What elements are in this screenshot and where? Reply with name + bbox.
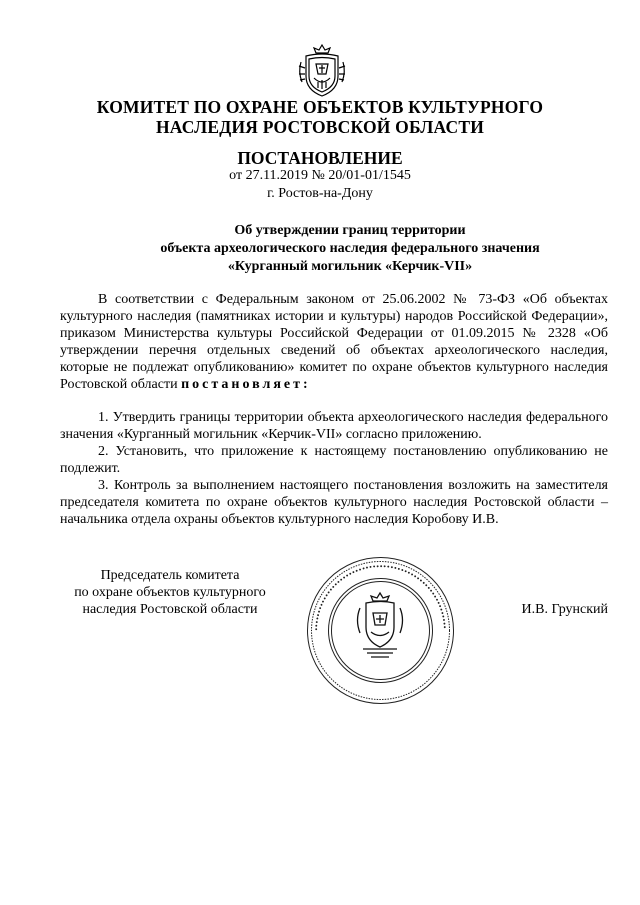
place: г. Ростов-на-Дону	[267, 186, 373, 201]
item-3: 3. Контроль за выполнением настоящего постановления возложить на заместителя председателя комитета по охране объектов культурного наследия Ростовской области – начальника отдела охраны объектов культурного наследия Коробову И.В.	[60, 478, 608, 527]
subject-line-1: Об утверждении границ территории	[234, 223, 466, 238]
signatory-title	[60, 567, 280, 618]
signatory-title-line-1: Председатель комитета	[100, 568, 240, 583]
official-seal-icon	[303, 553, 458, 708]
date-number: от 27.11.2019 № 20/01-01/1545	[229, 168, 411, 183]
org-name	[0, 97, 640, 137]
signatory-name: И.В. Грунский	[521, 602, 608, 617]
item-1: 1. Утвердить границы территории объекта археологического наследия федерального значения «Курганный могильник «Керчик-VII» согласно приложению.	[60, 410, 608, 442]
item-2: 2. Установить, что приложение к настоящему постановлению опубликованию не подлежит.	[60, 444, 608, 476]
coat-of-arms-icon	[296, 42, 348, 100]
document-subject	[60, 222, 640, 276]
org-name-line-2: НАСЛЕДИЯ РОСТОВСКОЙ ОБЛАСТИ	[155, 117, 485, 137]
preamble-text: В соответствии с Федеральным законом от 25.06.2002 № 73-ФЗ «Об объектах культурного наследия (памятниках истории и культуры) народов Российской Федерации», приказом Министерства культуры Российской Федерации от 01.09.2015 № 2328 «Об утверждении перечня отдельных сведений об объектах археологического наследия, которые не подлежат опубликованию» комитет по охране объектов культурного наследия Ростовской области	[60, 292, 608, 392]
preamble-keyword: постановляет:	[181, 377, 311, 392]
subject-line-3: «Курганный могильник «Керчик-VII»	[227, 259, 473, 274]
svg-text:••••••••••••••••••••••••••••••: ••••••••••••••••••••••••••••••••••••••••••••••••••••••••	[313, 563, 448, 631]
preamble-paragraph	[60, 291, 608, 393]
org-name-line-1: КОМИТЕТ ПО ОХРАНЕ ОБЪЕКТОВ КУЛЬТУРНОГО	[96, 97, 544, 117]
signatory-title-line-2: по охране объектов культурного	[74, 585, 266, 600]
subject-line-2: объекта археологического наследия федерального значения	[160, 241, 540, 256]
signatory-title-line-3: наследия Ростовской области	[82, 602, 258, 617]
document-type: ПОСТАНОВЛЕНИЕ	[237, 148, 403, 168]
